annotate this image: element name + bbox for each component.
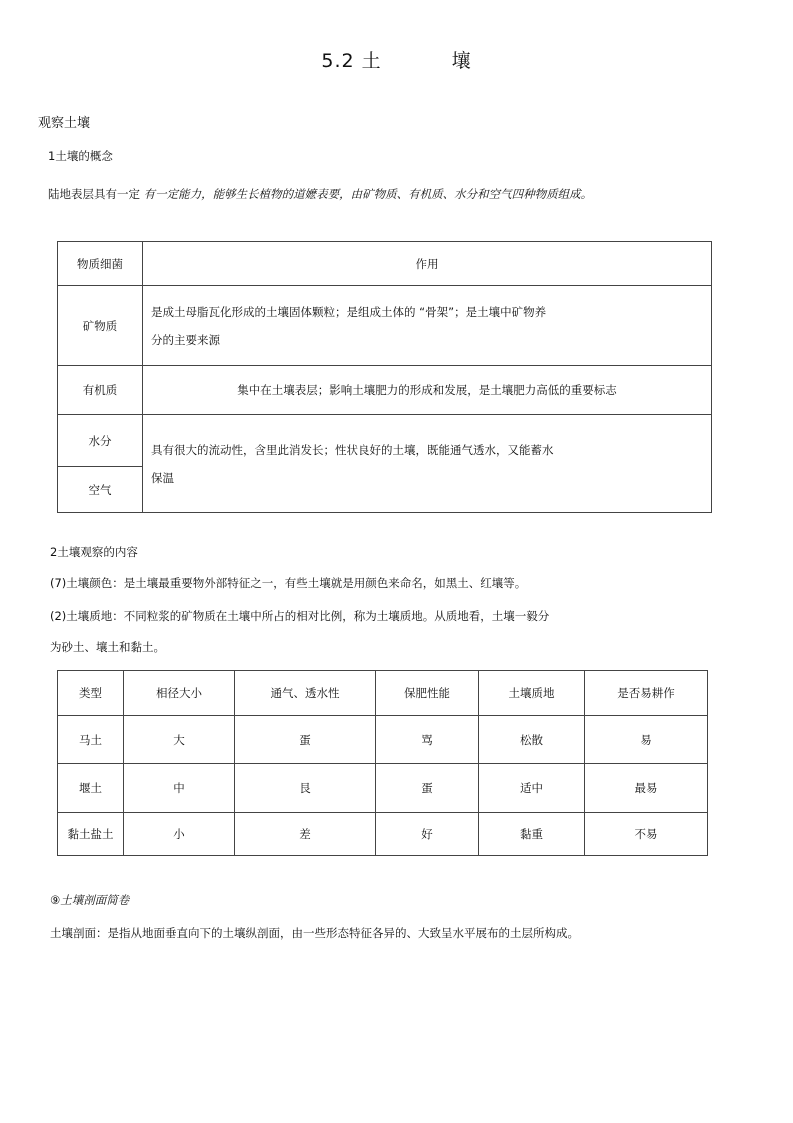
- composition-desc-line: 具有很大的流动性，含里此消发长；性状良好的土壤，既能通气透水，又能蓄水: [151, 442, 554, 457]
- observation-item: (2)土壤质地：不同粒浆的矿物质在土壤中所占的相对比例，称为土壤质地。从质地看，土壤一毅分: [50, 609, 550, 623]
- composition-row: [58, 286, 712, 366]
- texture-row: [58, 716, 708, 764]
- observation-item: 为砂土、壤土和黏土。: [50, 640, 165, 654]
- texture-header-cell: 保肥性能: [376, 671, 479, 716]
- texture-cell: 黏重: [479, 813, 585, 856]
- texture-header-cell: 土壤质地: [479, 671, 585, 716]
- concept-text-prefix: 陆地表层具有一定: [48, 187, 144, 201]
- texture-cell: 黏土盐土: [58, 813, 124, 856]
- composition-name-cell: 空气: [58, 467, 143, 513]
- texture-cell: 中: [124, 764, 235, 813]
- texture-cell: 最易: [585, 764, 708, 813]
- profile-heading: ⑨土壤剖面简卷: [50, 893, 130, 907]
- texture-cell: 马土: [58, 716, 124, 764]
- concept-text: [48, 186, 592, 202]
- composition-desc-line: 是成土母脂瓦化形成的土壤固体颗粒；是组成土体的 “骨架”；是土壤中矿物养: [151, 304, 547, 319]
- texture-cell: 适中: [479, 764, 585, 813]
- composition-desc-line: 分的主要来源: [151, 332, 220, 347]
- texture-cell: 不易: [585, 813, 708, 856]
- composition-row: [58, 366, 712, 415]
- composition-row: [58, 415, 712, 467]
- texture-cell: 差: [235, 813, 376, 856]
- texture-header-row: [58, 671, 708, 716]
- section-heading: 观察土壤: [38, 116, 91, 131]
- observation-heading: 2土壤观察的内容: [50, 545, 138, 559]
- texture-table: [57, 670, 708, 856]
- composition-header-cell: 物质细菌: [58, 242, 143, 286]
- profile-text: 土壤剖面：是指从地面垂直向下的土壤纵剖面，由一些形态特征各异的、大致呈水平展布的土层所构成。: [50, 926, 579, 940]
- texture-cell: 小: [124, 813, 235, 856]
- composition-desc-line: 保温: [151, 470, 174, 485]
- texture-cell: 大: [124, 716, 235, 764]
- texture-cell: 易: [585, 716, 708, 764]
- concept-heading: 1土壤的概念: [48, 149, 113, 163]
- composition-name-cell: 有机质: [58, 366, 143, 415]
- composition-name-cell: 矿物质: [58, 286, 143, 366]
- composition-name-cell: 水分: [58, 415, 143, 467]
- texture-header-cell: 相径大小: [124, 671, 235, 716]
- texture-row: [58, 813, 708, 856]
- texture-header-cell: 类型: [58, 671, 124, 716]
- texture-cell: 艮: [235, 764, 376, 813]
- composition-desc-cell: [143, 286, 712, 366]
- texture-row: [58, 764, 708, 813]
- texture-cell: 蛋: [376, 764, 479, 813]
- texture-cell: 堰土: [58, 764, 124, 813]
- title-part-1: 5.2 土: [321, 50, 382, 72]
- texture-header-cell: 通气、透水性: [235, 671, 376, 716]
- concept-text-italic: 有一定能力，能够生长植物的道嬷表要，由矿物质、有机质、水分和空气四种物质组成。: [143, 187, 593, 201]
- composition-header-row: [58, 242, 712, 286]
- texture-header-cell: 是否易耕作: [585, 671, 708, 716]
- texture-cell: 蛋: [235, 716, 376, 764]
- composition-table: [57, 241, 712, 513]
- composition-desc-cell: 集中在土壤表层；影响土壤肥力的形成和发展，是土壤肥力高低的重要标志: [143, 366, 712, 415]
- composition-desc-cell: [143, 415, 712, 513]
- title-part-2: 壤: [451, 50, 472, 72]
- texture-cell: 骂: [376, 716, 479, 764]
- page-title: [0, 46, 793, 73]
- texture-cell: 好: [376, 813, 479, 856]
- texture-cell: 松散: [479, 716, 585, 764]
- composition-header-cell: 作用: [143, 242, 712, 286]
- observation-item: (7)土壤颜色：是土壤最重要物外部特征之一，有些土壤就是用颜色来命名，如黑土、红壤等。: [50, 576, 527, 590]
